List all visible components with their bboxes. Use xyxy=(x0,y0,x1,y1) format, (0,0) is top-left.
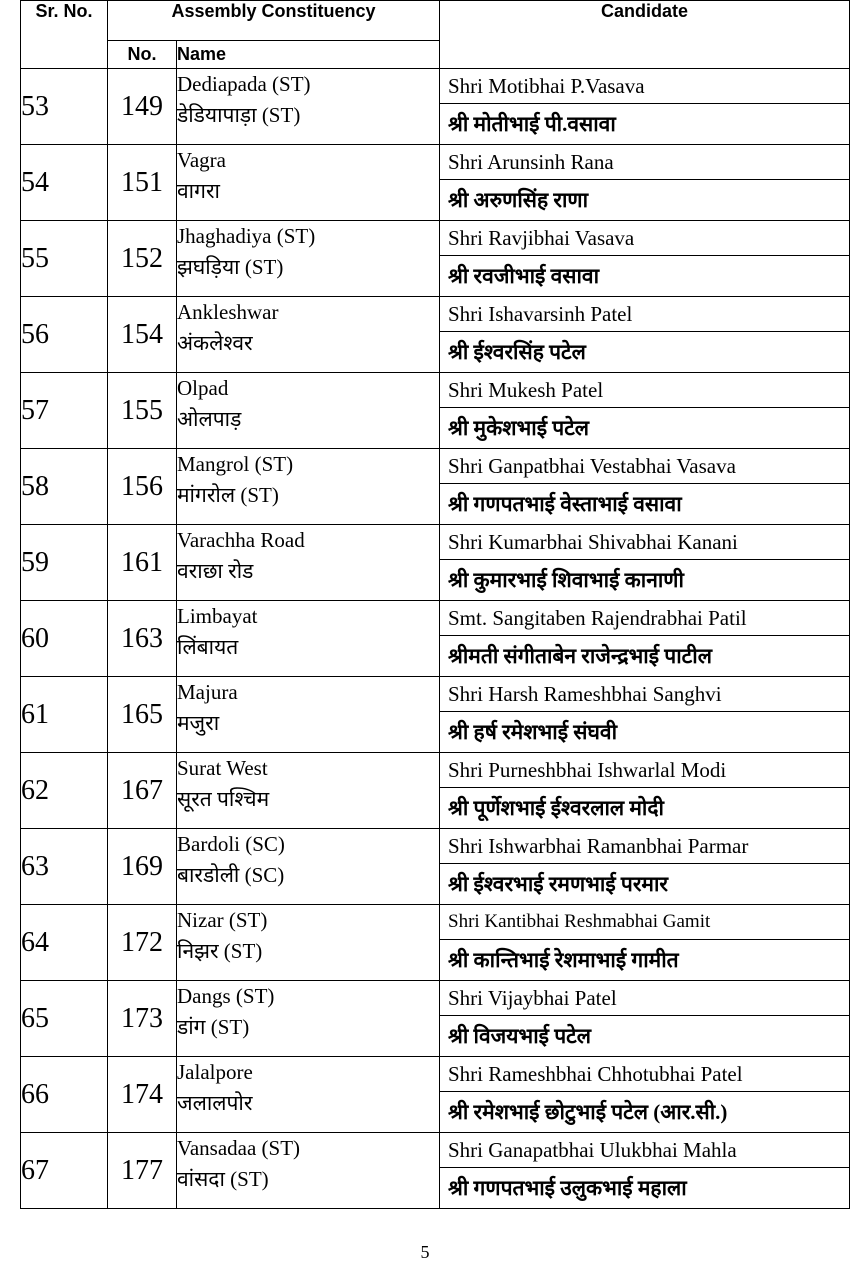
ac-no-cell: 155 xyxy=(108,373,177,449)
candidate-name-hindi: श्री मुकेशभाई पटेल xyxy=(448,416,590,440)
candidate-cell xyxy=(440,1057,850,1133)
ac-no-cell: 173 xyxy=(108,981,177,1057)
ac-no-cell: 152 xyxy=(108,221,177,297)
sr-no-header: Sr. No. xyxy=(21,1,108,69)
ac-no-cell: 149 xyxy=(108,69,177,145)
candidate-name-english: Shri Arunsinh Rana xyxy=(440,145,849,180)
candidate-name-english: Shri Harsh Rameshbhai Sanghvi xyxy=(440,677,849,712)
sr-no-cell: 56 xyxy=(21,297,108,373)
ac-name-english: Ankleshwar xyxy=(177,300,279,324)
ac-name-cell xyxy=(177,601,440,677)
table-row xyxy=(21,601,850,677)
sr-no-cell: 58 xyxy=(21,449,108,525)
sr-no-cell: 57 xyxy=(21,373,108,449)
candidate-cell xyxy=(440,905,850,981)
candidate-name-hindi: श्रीमती संगीताबेन राजेन्द्रभाई पाटील xyxy=(448,644,712,668)
ac-name-hindi: मांगरोल (ST) xyxy=(177,483,279,507)
table-row xyxy=(21,449,850,525)
candidate-cell xyxy=(440,981,850,1057)
ac-name-hindi: वागरा xyxy=(177,179,220,203)
ac-no-cell: 151 xyxy=(108,145,177,221)
sr-no-cell: 65 xyxy=(21,981,108,1057)
ac-name-hindi: डांग (ST) xyxy=(177,1015,250,1039)
sr-no-cell: 61 xyxy=(21,677,108,753)
ac-name-cell xyxy=(177,905,440,981)
ac-no-cell: 169 xyxy=(108,829,177,905)
candidate-cell xyxy=(440,753,850,829)
ac-no-cell: 156 xyxy=(108,449,177,525)
table-row xyxy=(21,753,850,829)
ac-name-hindi: डेडियापाड़ा (ST) xyxy=(177,103,301,127)
ac-name-hindi: जलालपोर xyxy=(177,1091,253,1115)
candidate-cell xyxy=(440,145,850,221)
sr-no-cell: 60 xyxy=(21,601,108,677)
candidate-name-hindi: श्री विजयभाई पटेल xyxy=(448,1024,591,1048)
ac-name-cell xyxy=(177,373,440,449)
ac-name-english: Dangs (ST) xyxy=(177,984,275,1008)
table-row xyxy=(21,1057,850,1133)
table-row xyxy=(21,981,850,1057)
table-row xyxy=(21,829,850,905)
ac-name-hindi: वराछा रोड xyxy=(177,559,254,583)
ac-no-cell: 154 xyxy=(108,297,177,373)
ac-name-cell xyxy=(177,145,440,221)
ac-name-hindi: निझर (ST) xyxy=(177,939,263,963)
candidate-name-english: Shri Ravjibhai Vasava xyxy=(440,221,849,256)
ac-name-cell xyxy=(177,677,440,753)
sr-no-cell: 59 xyxy=(21,525,108,601)
ac-name-english: Varachha Road xyxy=(177,528,305,552)
candidate-name-hindi: श्री ईश्वरसिंह पटेल xyxy=(448,340,586,364)
candidate-name-hindi: श्री हर्ष रमेशभाई संघवी xyxy=(448,720,618,744)
table-row xyxy=(21,525,850,601)
table-row xyxy=(21,145,850,221)
candidate-cell xyxy=(440,1133,850,1209)
ac-no-cell: 167 xyxy=(108,753,177,829)
ac-name-english: Dediapada (ST) xyxy=(177,72,311,96)
candidate-name-english: Shri Vijaybhai Patel xyxy=(440,981,849,1016)
candidate-name-hindi: श्री कान्तिभाई रेशमाभाई गामीत xyxy=(448,948,679,972)
ac-name-hindi: मजुरा xyxy=(177,711,220,735)
candidate-cell xyxy=(440,829,850,905)
ac-name-hindi: अंकलेश्वर xyxy=(177,331,253,355)
candidate-name-hindi: श्री ईश्वरभाई रमणभाई परमार xyxy=(448,872,669,896)
table-row xyxy=(21,373,850,449)
sr-no-cell: 64 xyxy=(21,905,108,981)
candidate-name-hindi: श्री कुमारभाई शिवाभाई कानाणी xyxy=(448,568,684,592)
ac-no-cell: 172 xyxy=(108,905,177,981)
candidate-name-english: Shri Purneshbhai Ishwarlal Modi xyxy=(440,753,849,788)
ac-name-hindi: ओलपाड़ xyxy=(177,407,242,431)
ac-name-english: Olpad xyxy=(177,376,229,400)
sr-no-cell: 67 xyxy=(21,1133,108,1209)
ac-name-english: Vagra xyxy=(177,148,226,172)
candidate-name-hindi: श्री रवजीभाई वसावा xyxy=(448,264,600,288)
ac-name-english: Limbayat xyxy=(177,604,258,628)
ac-name-cell xyxy=(177,525,440,601)
table-row xyxy=(21,1133,850,1209)
sr-no-cell: 66 xyxy=(21,1057,108,1133)
candidate-name-english: Shri Kumarbhai Shivabhai Kanani xyxy=(440,525,849,560)
candidate-name-hindi: श्री अरुणसिंह राणा xyxy=(448,188,589,212)
ac-no-cell: 161 xyxy=(108,525,177,601)
ac-name-cell xyxy=(177,753,440,829)
ac-no-cell: 177 xyxy=(108,1133,177,1209)
ac-name-cell xyxy=(177,69,440,145)
table-row xyxy=(21,297,850,373)
ac-name-english: Majura xyxy=(177,680,238,704)
ac-name-cell xyxy=(177,221,440,297)
candidate-cell xyxy=(440,525,850,601)
table-row xyxy=(21,221,850,297)
ac-no-cell: 163 xyxy=(108,601,177,677)
candidate-name-hindi: श्री रमेशभाई छोटुभाई पटेल (आर.सी.) xyxy=(448,1100,728,1124)
candidate-name-hindi: श्री गणपतभाई उलुकभाई महाला xyxy=(448,1176,687,1200)
ac-name-cell xyxy=(177,829,440,905)
ac-name-english: Nizar (ST) xyxy=(177,908,268,932)
ac-name-hindi: लिंबायत xyxy=(177,635,239,659)
candidate-cell xyxy=(440,221,850,297)
candidate-cell xyxy=(440,69,850,145)
candidate-name-hindi: श्री गणपतभाई वेस्ताभाई वसावा xyxy=(448,492,682,516)
ac-name-hindi: वांसदा (ST) xyxy=(177,1167,269,1191)
candidate-cell xyxy=(440,373,850,449)
ac-name-cell xyxy=(177,1133,440,1209)
ac-name-cell xyxy=(177,981,440,1057)
candidate-cell xyxy=(440,601,850,677)
ac-name-hindi: बारडोली (SC) xyxy=(177,863,285,887)
sr-no-cell: 62 xyxy=(21,753,108,829)
candidate-name-english: Shri Ganapatbhai Ulukbhai Mahla xyxy=(440,1133,849,1168)
candidate-name-english: Shri Kantibhai Reshmabhai Gamit xyxy=(440,905,849,940)
ac-name-header: Name xyxy=(177,41,440,69)
ac-name-english: Vansadaa (ST) xyxy=(177,1136,301,1160)
table-row xyxy=(21,677,850,753)
ac-no-header: No. xyxy=(108,41,177,69)
ac-name-cell xyxy=(177,1057,440,1133)
ac-name-cell xyxy=(177,449,440,525)
candidate-table xyxy=(20,0,850,1209)
ac-name-cell xyxy=(177,297,440,373)
ac-name-english: Bardoli (SC) xyxy=(177,832,285,856)
assembly-constituency-header: Assembly Constituency xyxy=(108,1,440,41)
candidate-cell xyxy=(440,449,850,525)
candidate-header: Candidate xyxy=(440,1,850,69)
ac-name-english: Jhaghadiya (ST) xyxy=(177,224,316,248)
sr-no-cell: 55 xyxy=(21,221,108,297)
candidate-name-english: Shri Motibhai P.Vasava xyxy=(440,69,849,104)
ac-name-english: Jalalpore xyxy=(177,1060,253,1084)
table-row xyxy=(21,69,850,145)
page-number: 5 xyxy=(420,1242,430,1262)
table-row xyxy=(21,905,850,981)
ac-name-english: Mangrol (ST) xyxy=(177,452,294,476)
ac-no-cell: 174 xyxy=(108,1057,177,1133)
candidate-cell xyxy=(440,297,850,373)
candidate-name-english: Shri Ganpatbhai Vestabhai Vasava xyxy=(440,449,849,484)
ac-name-english: Surat West xyxy=(177,756,268,780)
candidate-name-english: Shri Ishwarbhai Ramanbhai Parmar xyxy=(440,829,849,864)
sr-no-cell: 54 xyxy=(21,145,108,221)
candidate-name-english: Shri Rameshbhai Chhotubhai Patel xyxy=(440,1057,849,1092)
sr-no-cell: 53 xyxy=(21,69,108,145)
candidate-name-english: Smt. Sangitaben Rajendrabhai Patil xyxy=(440,601,849,636)
ac-no-cell: 165 xyxy=(108,677,177,753)
sr-no-cell: 63 xyxy=(21,829,108,905)
candidate-name-english: Shri Mukesh Patel xyxy=(440,373,849,408)
candidate-name-hindi: श्री पूर्णेशभाई ईश्वरलाल मोदी xyxy=(448,796,664,820)
ac-name-hindi: सूरत पश्चिम xyxy=(177,787,270,811)
candidate-name-hindi: श्री मोतीभाई पी.वसावा xyxy=(448,112,616,136)
candidate-cell xyxy=(440,677,850,753)
candidate-name-english: Shri Ishavarsinh Patel xyxy=(440,297,849,332)
header-row xyxy=(21,1,850,41)
ac-name-hindi: झघड़िया (ST) xyxy=(177,255,284,279)
